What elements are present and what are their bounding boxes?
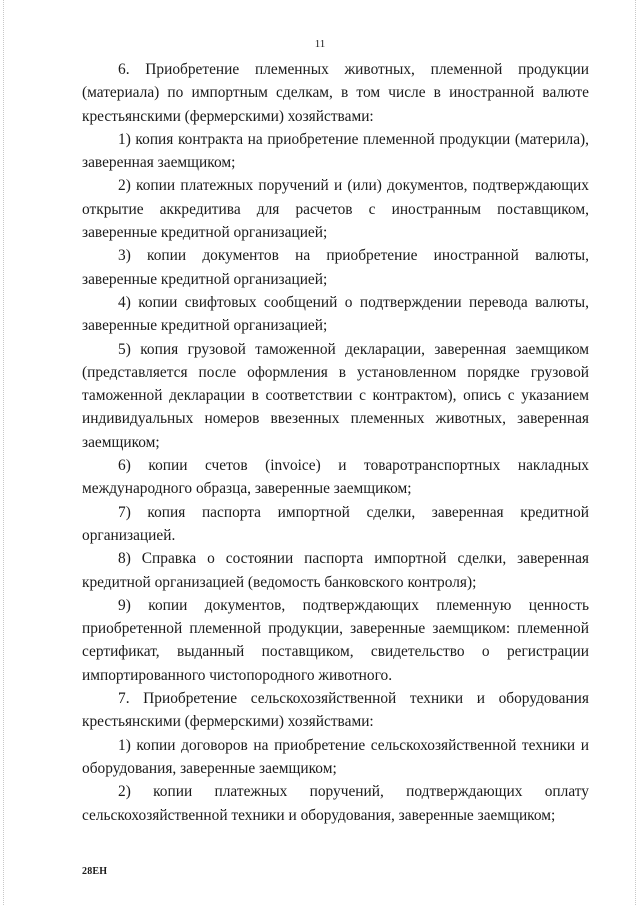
paragraph-item: 2) копии платежных поручений, подтверждающих оплату сельскохозяйственной техники и оборудования, заверенные заемщиком; (82, 783, 589, 824)
paragraph-section-6-heading: 6. Приобретение племенных животных, племенной продукции (материала) по импортным сделкам, в том числе в иностранной валюте крестьянскими (фермерскими) хозяйствами: (82, 61, 589, 125)
page-edge-right (635, 0, 636, 905)
paragraph-item: 8) Справка о состоянии паспорта импортной сделки, заверенная кредитной организацией (ведомость банковского контроля); (82, 550, 589, 591)
paragraph-item: 1) копии договоров на приобретение сельскохозяйственной техники и оборудования, заверенные заемщиком; (82, 736, 589, 777)
document-body (82, 58, 589, 827)
paragraph-item: 3) копии документов на приобретение иностранной валюты, заверенные кредитной организацией; (82, 247, 589, 288)
paragraph-item: 5) копия грузовой таможенной декларации, заверенная заемщиком (представляется после оформления в установленном порядке грузовой таможенной декларации в соответствии с контрактом), опись с указанием индивидуальных номеров ввезенных племенных животных, заверенная заемщиком; (82, 340, 589, 451)
paragraph-item: 2) копии платежных поручений и (или) документов, подтверждающих открытие аккредитива для расчетов с иностранным поставщиком, заверенные кредитной организацией; (82, 177, 589, 242)
paragraph-item: 1) копия контракта на приобретение племенной продукции (материла), заверенная заемщиком; (82, 130, 589, 172)
paragraph-item: 4) копии свифтовых сообщений о подтверждении перевода валюты, заверенные кредитной организацией; (82, 293, 589, 335)
paragraph-item: 7) копия паспорта импортной сделки, заверенная кредитной организацией. (82, 503, 589, 544)
footer-document-code: 28ЕН (82, 866, 108, 877)
paragraph-section-7-heading: 7. Приобретение сельскохозяйственной техники и оборудования крестьянскими (фермерскими) хозяйствами: (82, 690, 589, 731)
paragraph-item: 9) копии документов, подтверждающих племенную ценность приобретенной племенной продукции, заверенные заемщиком: племенной сертификат, выданный поставщиком, свидетельство о регистрации импортированного чистопородного животного. (82, 596, 589, 684)
page-number: 11 (314, 38, 326, 50)
paragraph-item: 6) копии счетов (invoice) и товаротранспортных накладных международного образца, заверенные заемщиком; (82, 457, 589, 498)
page-edge-left (3, 0, 4, 905)
